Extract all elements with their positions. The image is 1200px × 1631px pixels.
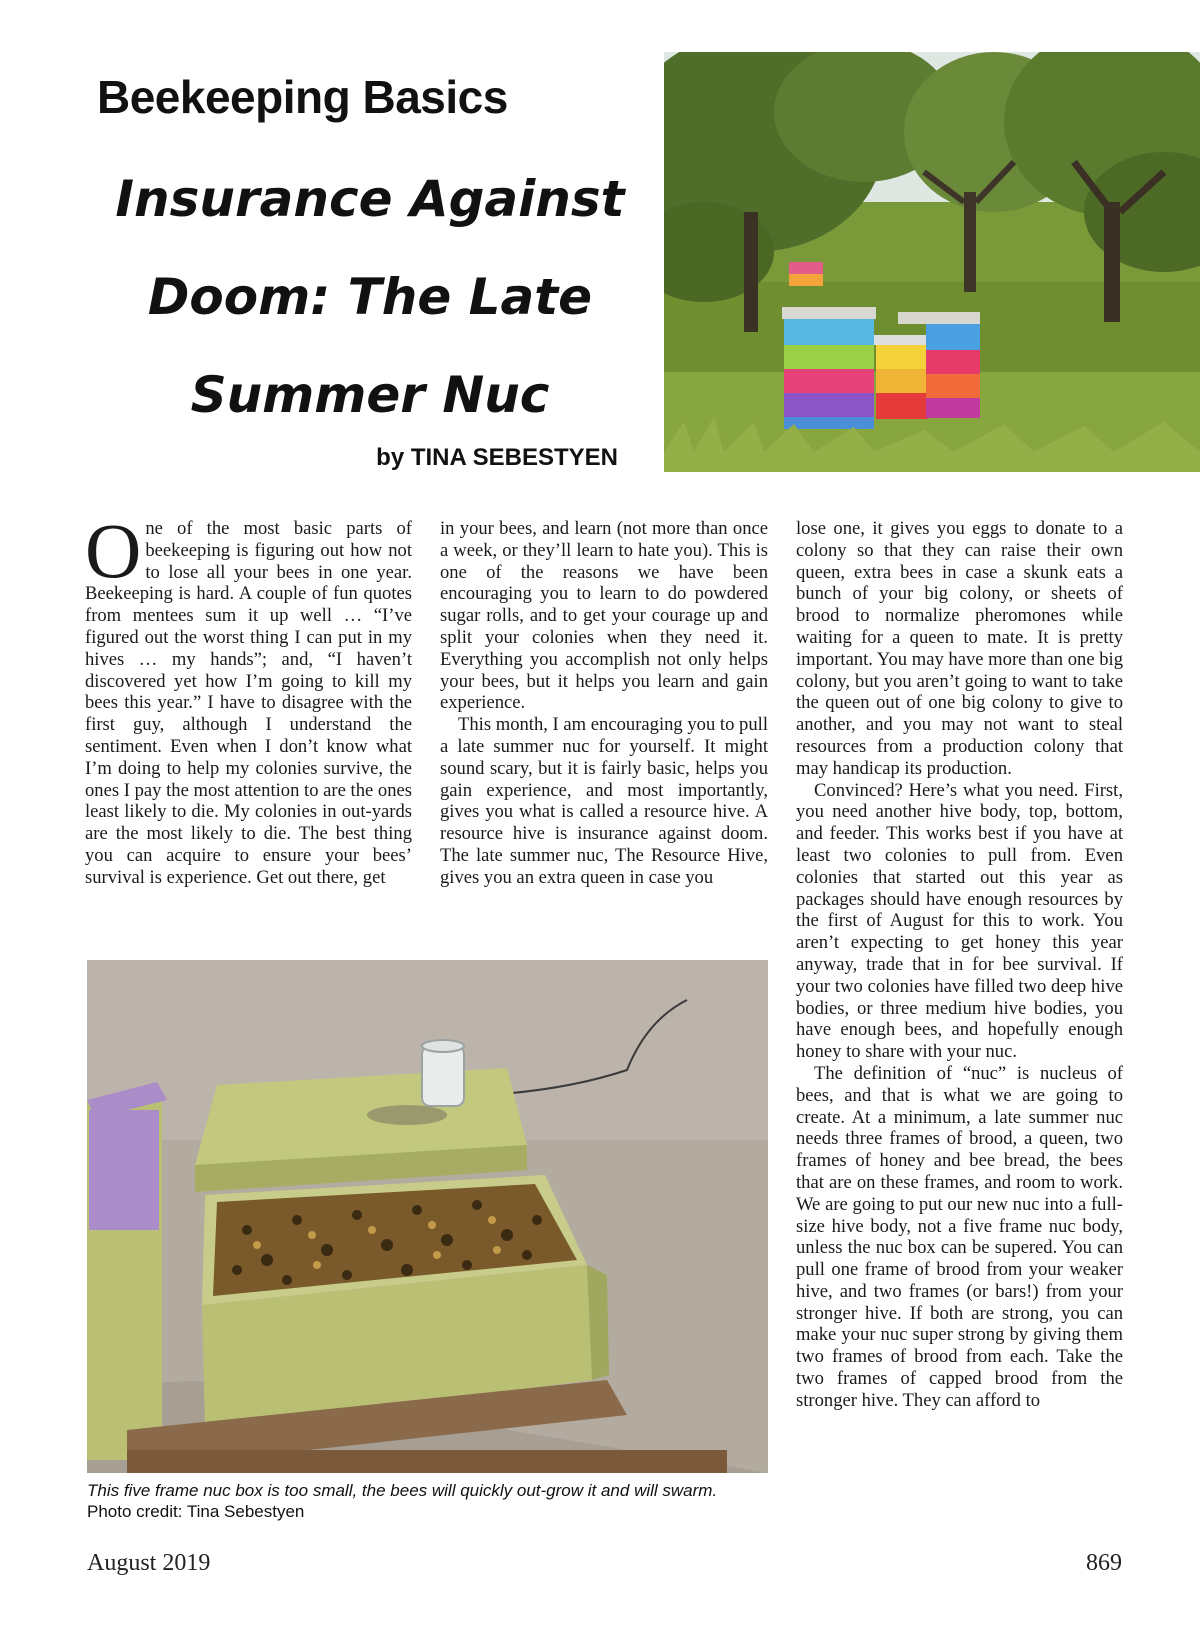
paragraph: This month, I am encouraging you to pull a late summer nuc for yourself. It might sound scary, but it is fairly basic, helps you gain experience, and most importantly, gives you what is called a resource hive. A resource hive is insurance against doom. The late summer nuc, The Resource Hive, gives you an extra queen in case you — [440, 714, 768, 888]
title-line-1: Insurance Against — [115, 170, 625, 228]
article-column-3 — [796, 518, 1123, 1520]
article-column-2 — [440, 518, 768, 889]
photo-caption — [87, 1480, 777, 1522]
footer-issue-date: August 2019 — [87, 1550, 211, 1576]
article-column-1 — [85, 507, 412, 889]
paragraph: Convinced? Here’s what you need. First, you need another hive body, top, bottom, and feeder. This works best if you have at least two colonies to pull from. Even colonies that started out this year as packages should have enough resources by the first of August for this to work. You aren’t expecting to get honey this year anyway, trade that in for bee survival. If your two colonies have filled two deep hive bodies, or three medium hive bodies, you have enough bees, and hopefully enough honey to share with your nuc. — [796, 779, 1123, 1063]
drop-cap: O — [85, 507, 142, 594]
title-line-2: Doom: The Late — [147, 268, 593, 326]
photo-nuc-box — [87, 960, 768, 1473]
caption-text: This five frame nuc box is too small, the bees will quickly out-grow it and will swarm. — [87, 1481, 718, 1500]
nuc-box-illustration — [87, 960, 768, 1473]
paragraph: in your bees, and learn (not more than once a week, or they’ll learn to hate you). This is one of the reasons we have been encouraging you to learn to do powdered sugar rolls, and to get your courage up and split your colonies when they need it. Everything you accomplish not only helps your bees, but it helps you learn and gain experience. — [440, 518, 768, 714]
byline: by TINA SEBESTYEN — [376, 444, 618, 471]
series-heading: Beekeeping Basics — [97, 71, 508, 123]
footer-page-number: 869 — [1086, 1550, 1122, 1576]
paragraph: lose one, it gives you eggs to donate to a colony so that they can raise their own queen, extra bees in case a skunk eats a bunch of your big colony, or sheets of brood to normalize pheromones while waiting for a queen to mate. It is pretty important. You may have more than one big colony, but you aren’t going to want to take the queen out of one big colony to give to another, and you may not want to steal resources from a production colony that may handicap its production. — [796, 518, 1123, 779]
photo-hives-orchard — [664, 52, 1200, 472]
article-title — [100, 150, 640, 444]
hives-orchard-illustration — [664, 52, 1200, 472]
photo-credit: Photo credit: Tina Sebestyen — [87, 1502, 305, 1521]
paragraph — [85, 507, 412, 889]
paragraph-text: ne of the most basic parts of beekeeping is figuring out how not to lose all your bees in one year. Beekeeping is hard. A couple of fun quotes from mentees sum it up well … “I’ve figured out the worst thing I can put in my hives … my hands”; and, “I haven’t discovered yet how I’m going to kill my bees this year.” I have to disagree with the first guy, although I understand the sentiment. Even when I don’t know what I’m doing to help my colonies survive, the ones I pay the most attention to are the ones least likely to die. My colonies in out-yards are the most likely to die. The best thing you can acquire to ensure your bees’ survival is experience. Get out there, get — [85, 518, 412, 888]
title-line-3: Summer Nuc — [190, 366, 550, 424]
paragraph: The definition of “nuc” is nucleus of bees, and that is what we are going to create. At a minimum, a late summer nuc needs three frames of brood, a queen, two frames of honey and bee bread, the bees that are on these frames, and room to work. We are going to put our new nuc into a full-size hive body, not a five frame nuc body, unless the nuc box can be supered. You can pull one frame of brood from your weaker hive, and two frames (or bars!) from your stronger hive. If both are strong, you can make your nuc super strong by giving them two frames of brood from each. Take the two frames of capped brood from the stronger hive. They can afford to — [796, 1062, 1123, 1411]
